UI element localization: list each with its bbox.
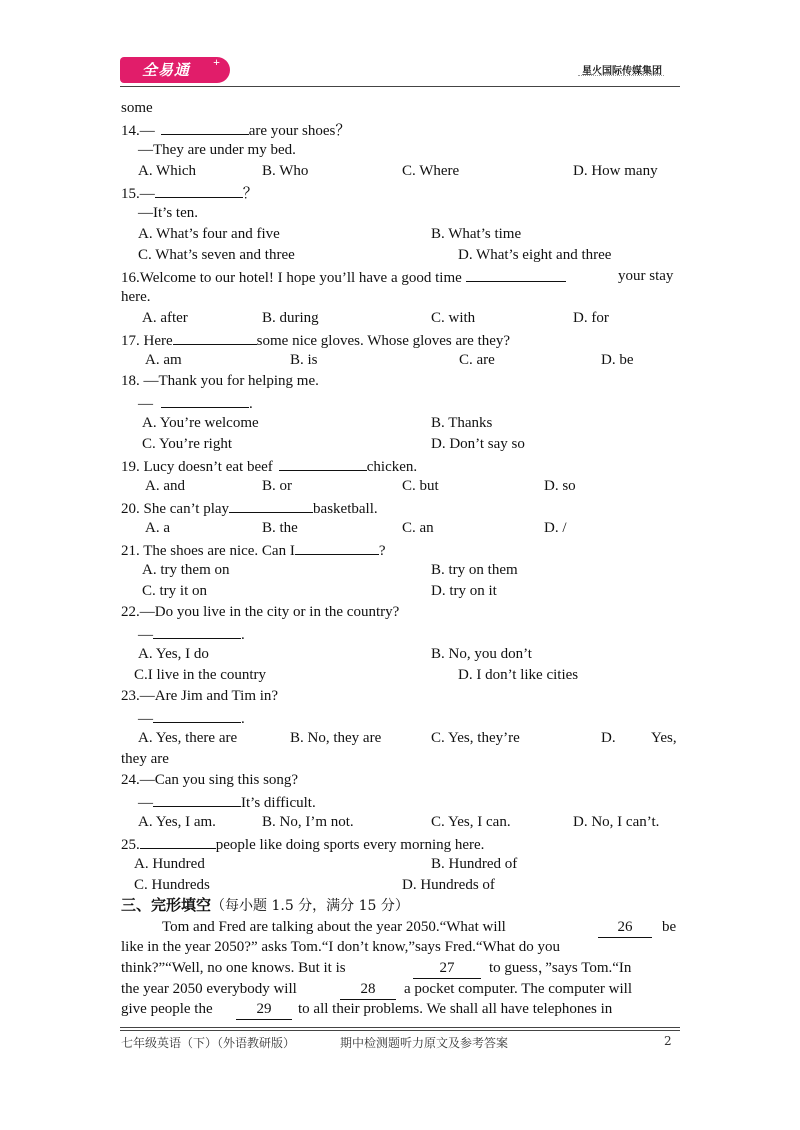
option-b: B. is [290, 352, 318, 368]
option-d-letter: D. [601, 730, 616, 746]
response-line: — It’s difficult. [138, 791, 316, 813]
option-d: D. for [573, 310, 609, 326]
option-c: C. are [459, 352, 495, 368]
passage-line: like in the year 2050?” asks Tom.“I don’t know,”says Fred.“What do you [121, 939, 560, 955]
passage-line: the year 2050 everybody will [121, 981, 297, 997]
option-c: C. but [402, 478, 439, 494]
option-a: A. Yes, there are [138, 730, 238, 746]
passage-line-end: to guess，”says Tom.“In [489, 960, 632, 976]
option-c: C. Where [402, 163, 460, 179]
page-number: 2 [664, 1034, 672, 1048]
option-d: D. so [544, 478, 576, 494]
blank-29: 29 [236, 999, 292, 1020]
question-25: 25. people like doing sports every morning here. [121, 833, 484, 855]
blank-26: 26 [598, 917, 652, 938]
option-a: A. after [142, 310, 188, 326]
response-line: — . [138, 707, 245, 729]
logo-plus: + [213, 55, 220, 69]
option-c: C. You’re right [142, 436, 233, 452]
question-20: 20. She can’t play basketball. [121, 497, 378, 519]
text-line: they are [121, 751, 169, 767]
option-b: B. No, I’m not. [262, 814, 354, 830]
option-d-text: Yes, [651, 730, 677, 746]
publisher-name: 星火国际传媒集团 [582, 66, 662, 77]
option-b: B. Hundred of [431, 856, 518, 872]
question-21: 21. The shoes are nice. Can I ? [121, 539, 386, 561]
option-c: C. Yes, I can. [431, 814, 511, 830]
option-a: A. You’re welcome [142, 415, 259, 431]
question-16: 16.Welcome to our hotel! I hope you’ll have a good time [121, 266, 566, 288]
option-d: D. What’s eight and three [458, 247, 612, 263]
option-b: B. during [262, 310, 319, 326]
text-line: some [121, 100, 153, 116]
option-d: D. try on it [431, 583, 497, 599]
question-24: 24.—Can you sing this song? [121, 772, 299, 788]
blank-28: 28 [340, 979, 396, 1000]
option-c: C. with [431, 310, 476, 326]
response-line: — . [138, 392, 253, 414]
option-a: A. am [145, 352, 182, 368]
option-d: D. I don’t like cities [458, 667, 579, 683]
option-d: D. How many [573, 163, 658, 179]
option-c: C. try it on [142, 583, 208, 599]
question-16-end: your stay [618, 268, 674, 284]
header-rule [120, 86, 680, 87]
option-a: A. a [145, 520, 170, 536]
response-line: —It’s ten. [138, 205, 198, 221]
footer-book-title: 七年级英语（下）（外语教研版） [121, 1036, 296, 1050]
option-c: C.I live in the country [134, 667, 267, 683]
passage-line: think?”“Well, no one knows. But it is [121, 960, 346, 976]
option-c: C. an [402, 520, 434, 536]
option-d: D. No, I can’t. [573, 814, 660, 830]
passage-line-end: to all their problems. We shall all have telephones in [298, 1001, 613, 1017]
section-heading [121, 895, 409, 916]
option-a: A. try them on [142, 562, 230, 578]
option-d: D. be [601, 352, 634, 368]
option-a: A. What’s four and five [138, 226, 280, 242]
blank-27: 27 [413, 958, 481, 979]
option-c: C. What’s seven and three [138, 247, 295, 263]
option-a: A. and [145, 478, 185, 494]
option-c: C. Hundreds [134, 877, 210, 893]
question-17: 17. Here some nice gloves. Whose gloves are they? [121, 329, 510, 351]
option-d: D. Hundreds of [402, 877, 495, 893]
option-a: A. Which [138, 163, 197, 179]
brand-logo [120, 57, 230, 83]
section-note: （每小题 1.5 分，满分 15 分） [211, 898, 409, 914]
text-line: here. [121, 289, 151, 305]
option-a: A. Yes, I do [138, 646, 209, 662]
option-b: B. Who [262, 163, 309, 179]
question-15: 15.— ？ [121, 182, 258, 204]
footer-rule-2 [120, 1030, 680, 1031]
passage-line-end: a pocket computer. The computer will [404, 981, 632, 997]
option-b: B. What’s time [431, 226, 522, 242]
question-18: 18. —Thank you for helping me. [121, 373, 319, 389]
option-a: A. Hundred [134, 856, 205, 872]
response-line: — . [138, 623, 245, 645]
passage-line: give people the [121, 1001, 213, 1017]
option-b: B. Thanks [431, 415, 493, 431]
option-b: B. No, you don’t [431, 646, 532, 662]
logo-text: 全易通 [142, 61, 191, 79]
option-b: B. the [262, 520, 298, 536]
option-d: D. Don’t say so [431, 436, 525, 452]
option-b: B. No, they are [290, 730, 382, 746]
question-14: 14.— are your shoes？ [121, 119, 350, 141]
question-23: 23.—Are Jim and Tim in? [121, 688, 279, 704]
response-line: —They are under my bed. [138, 142, 296, 158]
question-22: 22.—Do you live in the city or in the country? [121, 604, 400, 620]
option-a: A. Yes, I am. [138, 814, 216, 830]
passage-line-end: be [662, 919, 677, 935]
footer-section-title: 期中检测题听力原文及参考答案 [340, 1036, 509, 1050]
option-b: B. try on them [431, 562, 518, 578]
option-b: B. or [262, 478, 292, 494]
passage-line: Tom and Fred are talking about the year 2050.“What will [162, 919, 506, 935]
footer-rule [120, 1027, 680, 1028]
option-c: C. Yes, they’re [431, 730, 520, 746]
option-d: D. / [544, 520, 567, 536]
publisher-subline [578, 75, 664, 79]
question-19: 19. Lucy doesn’t eat beef chicken. [121, 455, 417, 477]
section-title: 三、完形填空 [121, 896, 212, 914]
